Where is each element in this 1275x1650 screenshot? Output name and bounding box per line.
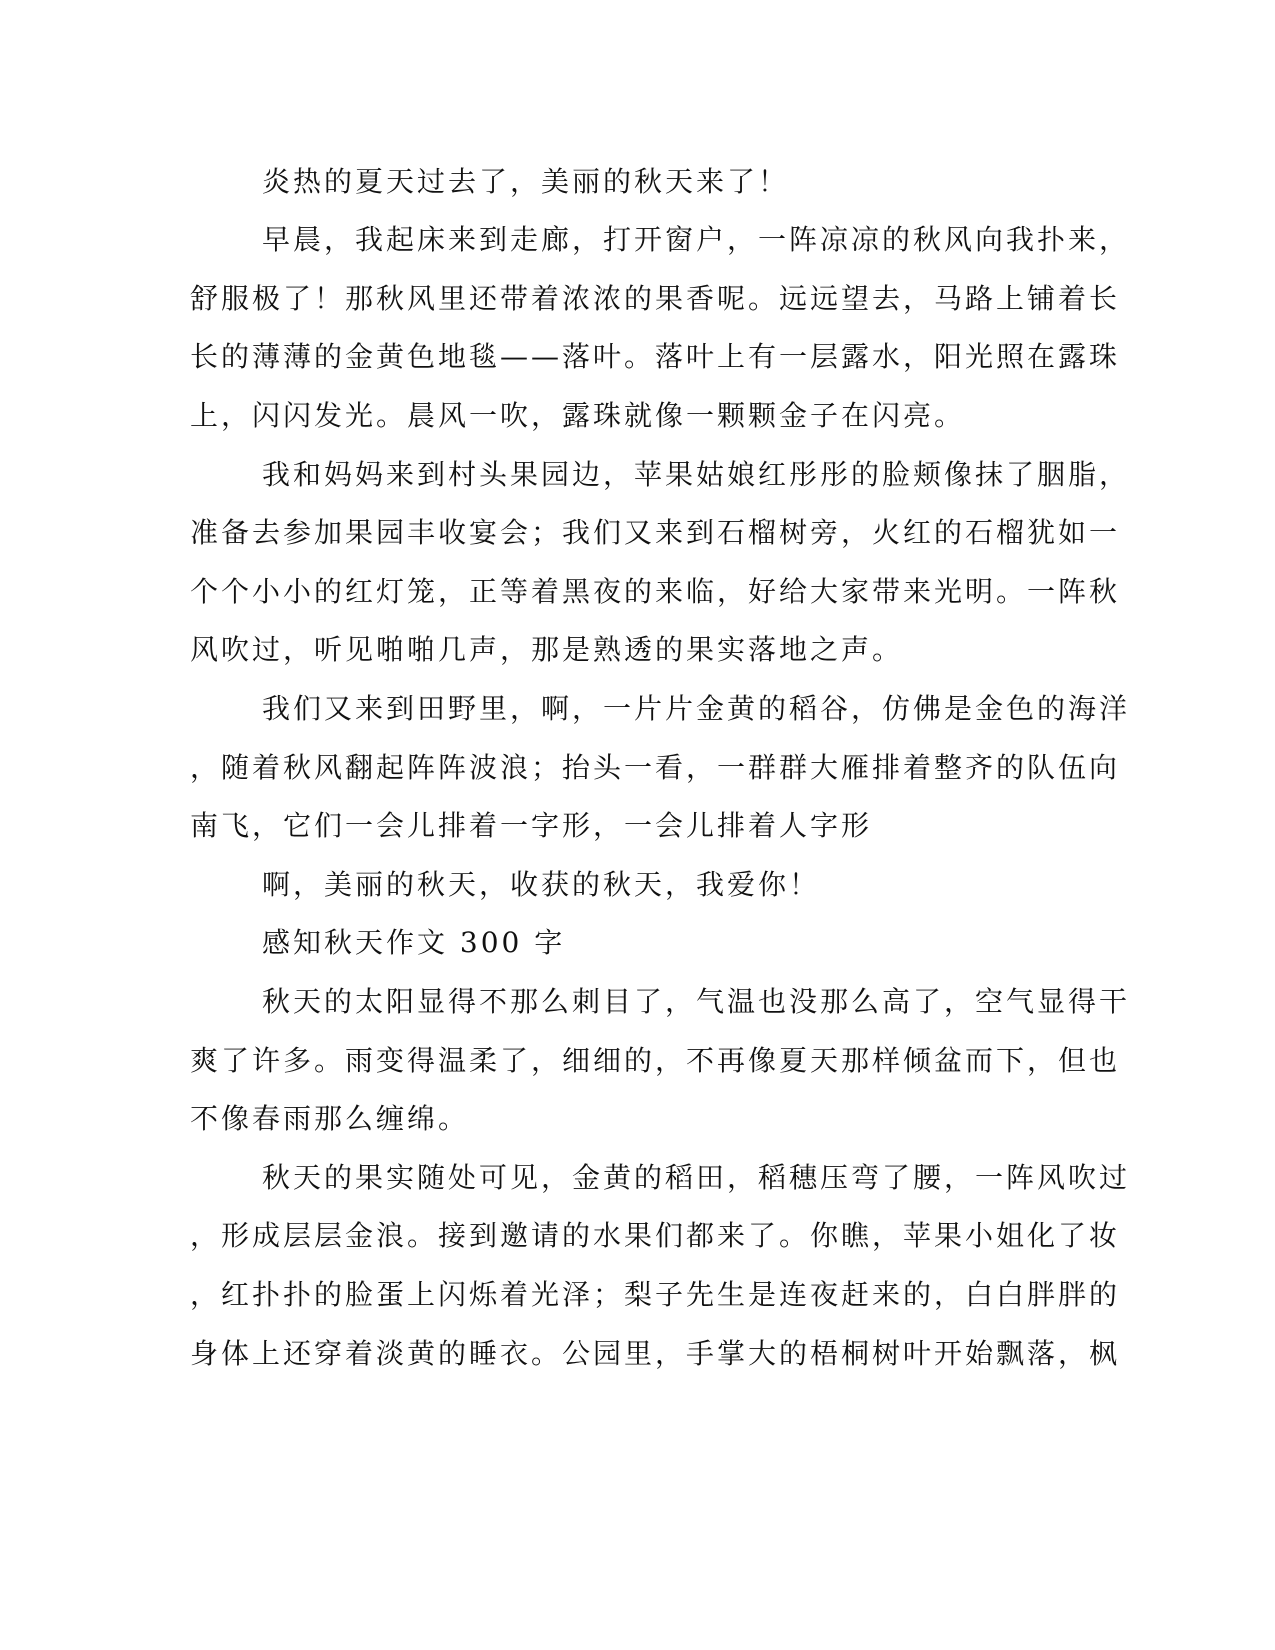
paragraph-line: 我们又来到田野里，啊，一片片金黄的稻谷，仿佛是金色的海洋: [262, 692, 1131, 725]
paragraph-line: ，随着秋风翻起阵阵波浪；抬头一看，一群群大雁排着整齐的队伍向: [190, 751, 1121, 784]
paragraph-line: 我和妈妈来到村头果园边，苹果姑娘红彤彤的脸颊像抹了胭脂，: [262, 458, 1131, 491]
paragraph-line: 长的薄薄的金黄色地毯——落叶。落叶上有一层露水，阳光照在露珠: [190, 340, 1121, 373]
paragraph-line: 个个小小的红灯笼，正等着黑夜的来临，好给大家带来光明。一阵秋: [190, 575, 1121, 608]
paragraph-line: 舒服极了！那秋风里还带着浓浓的果香呢。远远望去，马路上铺着长: [190, 282, 1121, 315]
paragraph-line: 秋天的太阳显得不那么刺目了，气温也没那么高了，空气显得干: [262, 985, 1131, 1018]
paragraph-line: 啊，美丽的秋天，收获的秋天，我爱你！: [262, 868, 821, 901]
paragraph-line: 风吹过，听见啪啪几声，那是熟透的果实落地之声。: [190, 633, 904, 666]
paragraph-line: 准备去参加果园丰收宴会；我们又来到石榴树旁，火红的石榴犹如一: [190, 516, 1121, 549]
paragraph-line: 南飞，它们一会儿排着一字形，一会儿排着人字形: [190, 809, 873, 842]
paragraph-line: 爽了许多。雨变得温柔了，细细的，不再像夏天那样倾盆而下，但也: [190, 1044, 1121, 1077]
paragraph-line: ，形成层层金浪。接到邀请的水果们都来了。你瞧，苹果小姐化了妆: [190, 1219, 1121, 1252]
paragraph-line: 秋天的果实随处可见，金黄的稻田，稻穗压弯了腰，一阵风吹过: [262, 1161, 1131, 1194]
paragraph-line: 早晨，我起床来到走廊，打开窗户，一阵凉凉的秋风向我扑来，: [262, 223, 1131, 256]
paragraph-line: 炎热的夏天过去了，美丽的秋天来了！: [262, 165, 790, 198]
section-heading: 感知秋天作文 300 字: [262, 926, 566, 959]
paragraph-line: ，红扑扑的脸蛋上闪烁着光泽；梨子先生是连夜赶来的，白白胖胖的: [190, 1278, 1121, 1311]
paragraph-line: 不像春雨那么缠绵。: [190, 1102, 470, 1135]
paragraph-line: 上，闪闪发光。晨风一吹，露珠就像一颗颗金子在闪亮。: [190, 399, 966, 432]
paragraph-line: 身体上还穿着淡黄的睡衣。公园里，手掌大的梧桐树叶开始飘落，枫: [190, 1337, 1121, 1370]
